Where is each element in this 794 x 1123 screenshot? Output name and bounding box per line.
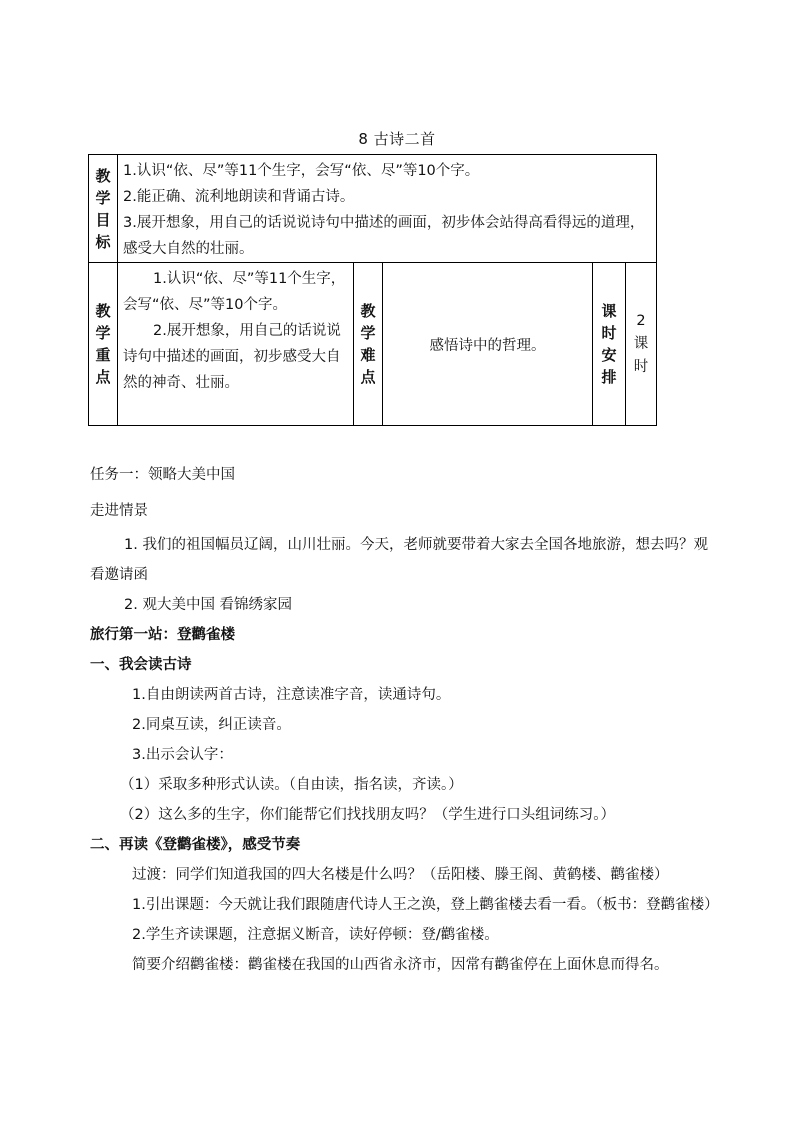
paragraph: 3.出示会认字： — [132, 747, 233, 763]
key-point-item: 2.展开想象，用自己的话说说诗句中描述的画面，初步感受大自然的神奇、壮丽。 — [123, 323, 341, 391]
key-points-row — [89, 263, 657, 426]
key-point-item: 1.认识“依、尽”等11个生字，会写“依、尽”等10个字。 — [123, 271, 346, 313]
goals-label: 教 学 目 标 — [89, 155, 118, 263]
goals-row — [89, 155, 657, 263]
difficulty-cell: 感悟诗中的哲理。 — [383, 263, 593, 426]
schedule-label: 课 时 安 排 — [593, 263, 626, 426]
station-heading: 旅行第一站：登鹳雀楼 — [90, 627, 235, 643]
goals-cell — [118, 155, 657, 263]
paragraph: 2. 观大美中国 看锦绣家园 — [124, 597, 293, 613]
lesson-plan-table — [88, 154, 657, 426]
paragraph: 1. 我们的祖国幅员辽阔，山川壮丽。今天，老师就要带着大家去全国各地旅游，想去吗？观看邀请函 — [90, 537, 708, 583]
paragraph: （1）采取多种形式认读。（自由读，指名读，齐读。） — [120, 777, 463, 793]
goal-item: 2.能正确、流利地朗读和背诵古诗。 — [123, 189, 355, 205]
paragraph: 过渡：同学们知道我国的四大名楼是什么吗？（岳阳楼、滕王阁、黄鹤楼、鹳雀楼） — [132, 867, 669, 883]
paragraph: 简要介绍鹳雀楼：鹳雀楼在我国的山西省永济市，因常有鹳雀停在上面休息而得名。 — [132, 957, 669, 973]
paragraph: 2.学生齐读课题，注意据义断音，读好停顿：登/鹳雀楼。 — [132, 927, 499, 943]
schedule-value: 2 课 时 — [626, 263, 657, 426]
goal-item: 3.展开想象，用自己的话说说诗句中描述的画面，初步体会站得高看得远的道理，感受大自然的壮丽。 — [123, 215, 645, 257]
difficulty-label: 教 学 难 点 — [354, 263, 383, 426]
page-title: 8 古诗二首 — [358, 130, 436, 148]
goal-item: 1.认识“依、尽”等11个生字，会写“依、尽”等10个字。 — [123, 163, 480, 179]
paragraph: 2.同桌互读，纠正读音。 — [132, 717, 291, 733]
section-subheading: 走进情景 — [90, 503, 148, 519]
section-heading: 一、我会读古诗 — [90, 657, 192, 673]
section-heading: 二、再读《登鹳雀楼》，感受节奏 — [90, 837, 301, 853]
key-points-label: 教 学 重 点 — [89, 263, 118, 426]
paragraph: 1.引出课题：今天就让我们跟随唐代诗人王之涣，登上鹳雀楼去看一看。（板书：登鹳雀楼） — [132, 897, 719, 913]
paragraph: （2）这么多的生字，你们能帮它们找找朋友吗？（学生进行口头组词练习。） — [120, 807, 615, 823]
lesson-body — [90, 460, 720, 980]
paragraph: 1.自由朗读两首古诗，注意读准字音，读通诗句。 — [132, 687, 451, 703]
key-points-cell — [118, 263, 354, 426]
task-heading: 任务一：领略大美中国 — [90, 467, 235, 483]
